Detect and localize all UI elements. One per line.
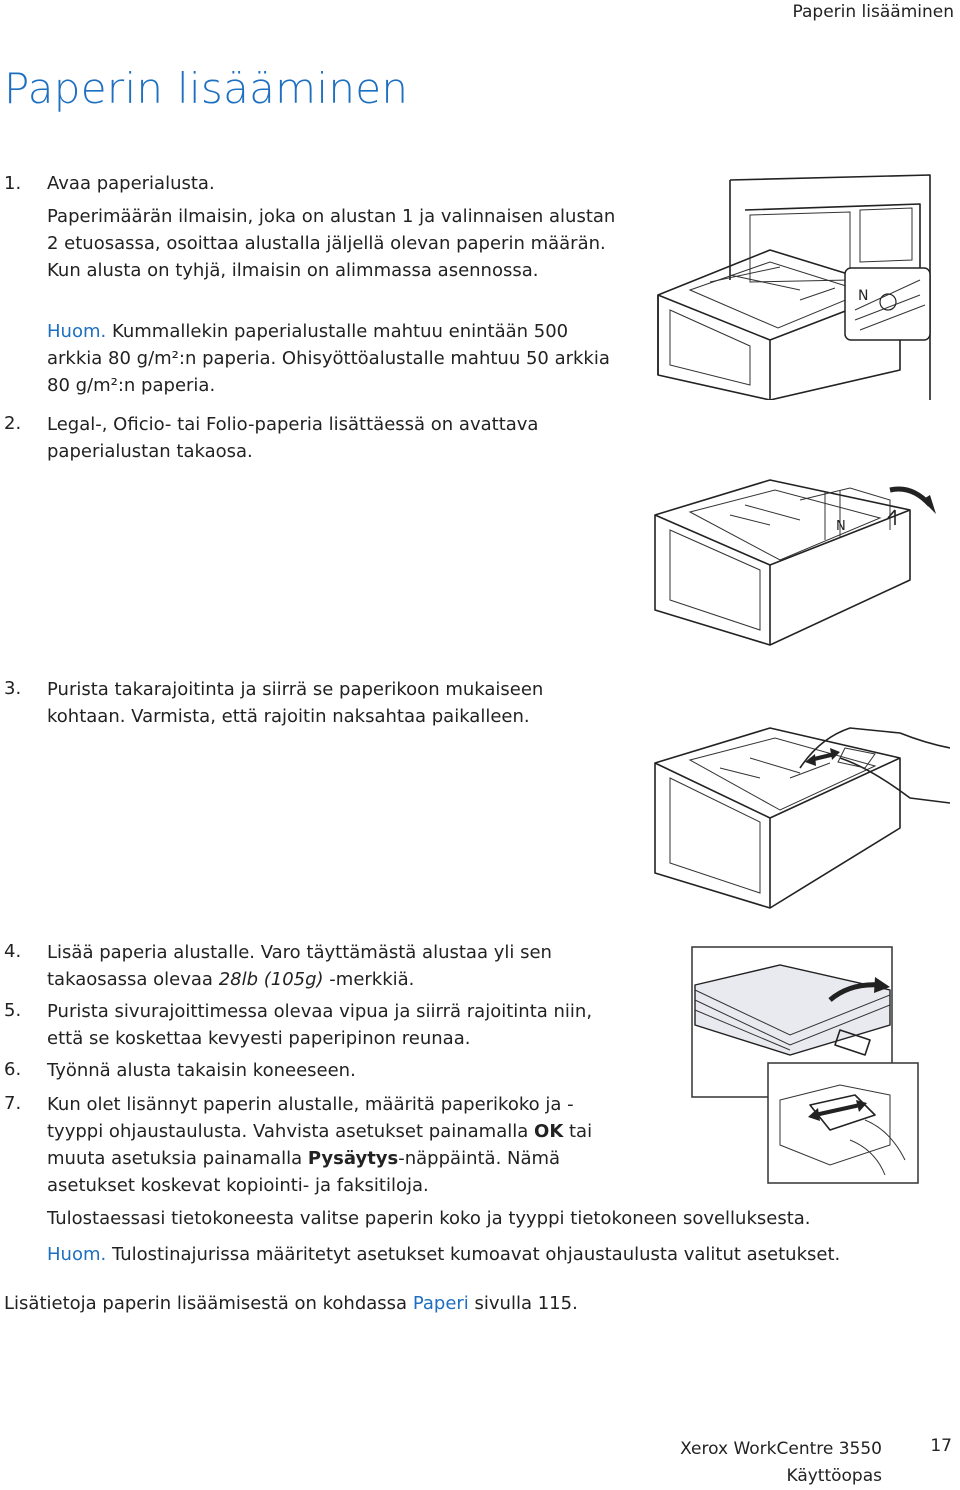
- squeeze-guide-illustration: [650, 718, 950, 918]
- step-4-weight-mark: 28lb (105g): [218, 969, 324, 990]
- step-2-number: 2.: [4, 413, 22, 434]
- n-mark-label: N: [858, 288, 869, 304]
- step-6-number: 6.: [4, 1059, 22, 1080]
- more-info-page: sivulla 115.: [468, 1293, 578, 1314]
- step-2-text: Legal-, Oficio- tai Folio-paperia lisättäessä on avattava paperialustan takaosa.: [47, 414, 539, 462]
- computer-print-text: Tulostaessasi tietokoneesta valitse paperin koko ja tyyppi tietokoneen sovelluksesta.: [47, 1208, 811, 1229]
- page-number: 17: [930, 1436, 952, 1456]
- step-5-number: 5.: [4, 1000, 22, 1021]
- note-label: Huom.: [47, 321, 107, 342]
- paperi-link[interactable]: Paperi: [412, 1293, 469, 1314]
- step-6-text: Työnnä alusta takaisin koneeseen.: [47, 1060, 356, 1081]
- footer-product-name: Xerox WorkCentre 3550: [680, 1439, 882, 1459]
- step-7-text: [47, 1091, 617, 1199]
- note-2-label: Huom.: [47, 1244, 107, 1265]
- running-header: Paperin lisääminen: [792, 2, 954, 22]
- ok-key: OK: [534, 1121, 564, 1142]
- step-1-text: Avaa paperialusta.: [47, 173, 215, 194]
- step-4-text-a: Lisää paperia alustalle. Varo täyttämästä alustaa yli sen takaosassa olevaa: [47, 942, 552, 990]
- step-4-number: 4.: [4, 941, 22, 962]
- printer-tray-open-illustration: [650, 170, 950, 400]
- more-info: [4, 1290, 804, 1317]
- step-4-text: [47, 939, 587, 993]
- note-2: [47, 1241, 907, 1268]
- step-4-text-b: -merkkiä.: [323, 969, 415, 990]
- step-1-note: [47, 318, 627, 399]
- step-7-text-a: Kun olet lisännyt paperin alustalle, määritä paperikoko ja -tyyppi ohjaustaulusta. Vahvista asetukset painamalla: [47, 1094, 574, 1142]
- step-1-number: 1.: [4, 173, 22, 194]
- step-3-number: 3.: [4, 678, 22, 699]
- step-3-text: Purista takarajoitinta ja siirrä se paperikoon mukaiseen kohtaan. Varmista, että rajoitin naksahtaa paikalleen.: [47, 679, 544, 727]
- footer-product: [680, 1436, 882, 1490]
- step-5-text: Purista sivurajoittimessa olevaa vipua ja siirrä rajoitinta niin, että se koskettaa kevyesti paperipinon reunaa.: [47, 1001, 593, 1049]
- note-text: Kummallekin paperialustalle mahtuu enintään 500 arkkia 80 g/m²:n paperia. Ohisyöttöalustalle mahtuu 50 arkkia 80 g/m²:n paperia.: [47, 321, 610, 396]
- step-7-number: 7.: [4, 1093, 22, 1114]
- footer-guide-name: Käyttöopas: [786, 1466, 882, 1486]
- note-2-text: Tulostinajurissa määritetyt asetukset kumoavat ohjaustaulusta valitut asetukset.: [111, 1244, 841, 1265]
- n-mark-label-2: N: [836, 519, 846, 534]
- tray-extension-illustration: [650, 470, 950, 650]
- step-1-description: Paperimäärän ilmaisin, joka on alustan 1 ja valinnaisen alustan 2 etuosassa, osoittaa alustalla jäljellä olevan paperin määrän. Kun alusta on tyhjä, ilmaisin on alimmassa asennossa.: [47, 206, 616, 281]
- page-title: Paperin lisääminen: [4, 64, 409, 113]
- step-7-text-b: tai muuta asetuksia painamalla: [47, 1121, 593, 1169]
- load-paper-illustration: [690, 945, 920, 1185]
- more-info-text: Lisätietoja paperin lisäämisestä on kohdassa: [4, 1293, 413, 1314]
- stop-key: Pysäytys: [307, 1148, 399, 1169]
- step-7-text-c: -näppäintä. Nämä asetukset koskevat kopiointi- ja faksitiloja.: [47, 1148, 561, 1196]
